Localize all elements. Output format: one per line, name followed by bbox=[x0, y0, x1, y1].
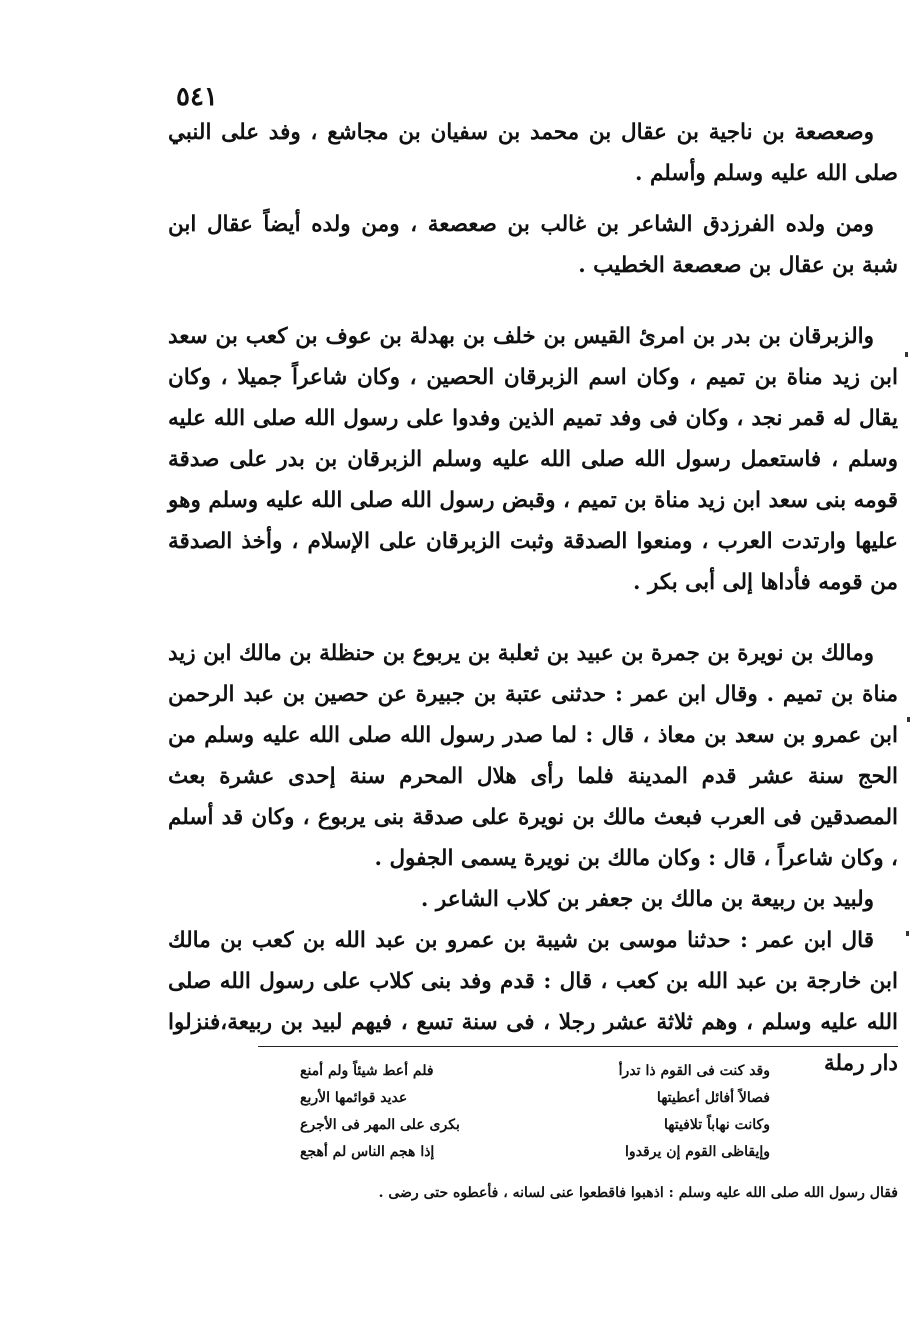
verse-first-half: فصالاً أفائل أعطيتها bbox=[656, 1090, 770, 1106]
verse-second-half: إذا هجم الناس لم أهجع bbox=[300, 1144, 435, 1160]
verse-second-half: فلم أعط شيئاً ولم أمنع bbox=[300, 1063, 434, 1079]
paragraph-sasaa: وصعصعة بن ناجية بن عقال بن محمد بن سفيان بن مجاشع ، وفد على النبي صلى الله عليه وسلم وأسلم . bbox=[168, 120, 898, 186]
footnote-divider bbox=[258, 1046, 898, 1047]
verse-first-half: وقد كنت فى القوم ذا تدرأ bbox=[618, 1063, 770, 1079]
verse bbox=[300, 1058, 770, 1085]
page-number: ٥٤١ bbox=[176, 82, 218, 112]
verse-first-half: وكانت نهاباً تلافيتها bbox=[664, 1117, 770, 1133]
footnote: فقال رسول الله صلى الله عليه وسلم : اذهبوا فاقطعوا عنى لسانه ، فأعطوه حتى رضى . bbox=[378, 1185, 898, 1201]
margin-mark bbox=[905, 352, 908, 357]
verse bbox=[300, 1112, 770, 1139]
verse-first-half: وإيقاظى القوم إن يرقدوا bbox=[625, 1144, 770, 1160]
paragraph-malik: ومالك بن نويرة بن جمرة بن عبيد بن ثعلبة بن يربوع بن حنظلة بن مالك ابن زيد مناة بن تميم . وقال ابن عمر : حدثنى عتبة بن جبيرة عن حصين بن عبد الرحمن ابن عمرو بن سعد بن معاذ ، قال : لما صدر رسول الله صلى الله عليه وسلم من الحج سنة عشر قدم المدينة فلما رأى هلال المحرم سنة إحدى عشرة بعث المصدقين فى العرب فبعث مالك بن نويرة على صدقة بنى يربوع ، وكان قد أسلم ، وكان شاعراً ، قال : وكان مالك بن نويرة يسمى الجفول . bbox=[168, 641, 898, 871]
verse bbox=[300, 1139, 770, 1166]
paragraph-zibriqan: والزبرقان بن بدر بن امرئ القيس بن خلف بن بهدلة بن عوف بن كعب بن سعد ابن زيد مناة بن تميم ، وكان اسم الزبرقان الحصين ، وكان شاعراً جميلا ، وكان يقال له قمر نجد ، وكان فى وفد تميم الذين وفدوا على رسول الله صلى الله عليه وسلم ، فاستعمل رسول الله صلى الله عليه وسلم الزبرقان بن بدر على صدقة قومه بنى سعد ابن زيد مناة بن تميم ، وقبض رسول الله صلى الله عليه وسلم وهو عليها وارتدت العرب ، ومنعوا الصدقة وثبت الزبرقان على الإسلام ، وأخذ الصدقة من قومه فأداها إلى أبى بكر . bbox=[168, 324, 898, 595]
margin-mark bbox=[906, 931, 909, 936]
main-text bbox=[168, 112, 898, 1084]
margin-mark bbox=[907, 717, 910, 722]
paragraph-farazdaq: ومن ولده الفرزدق الشاعر بن غالب بن صعصعة ، ومن ولده أيضاً عقال ابن شبة بن عقال بن صعصعة الخطيب . bbox=[168, 212, 898, 278]
verse bbox=[300, 1085, 770, 1112]
verse-second-half: بكرى على المهر فى الأجرع bbox=[300, 1117, 460, 1133]
verse-second-half: عديد قوائمها الأربع bbox=[300, 1090, 408, 1106]
poem bbox=[300, 1058, 770, 1166]
paragraph-labid: ولبيد بن ربيعة بن مالك بن جعفر بن كلاب الشاعر . bbox=[420, 887, 874, 912]
paragraph-ibn-umar: قال ابن عمر : حدثنا موسى بن شيبة بن عمرو بن عبد الله بن كعب بن مالك ابن خارجة بن عبد الله بن كعب ، قال : قدم وفد بنى كلاب على رسول الله صلى الله عليه وسلم ، وهم ثلاثة عشر رجلا ، فى سنة تسع ، فيهم لبيد بن ربيعة،فنزلوا دار رملة bbox=[168, 928, 898, 1076]
